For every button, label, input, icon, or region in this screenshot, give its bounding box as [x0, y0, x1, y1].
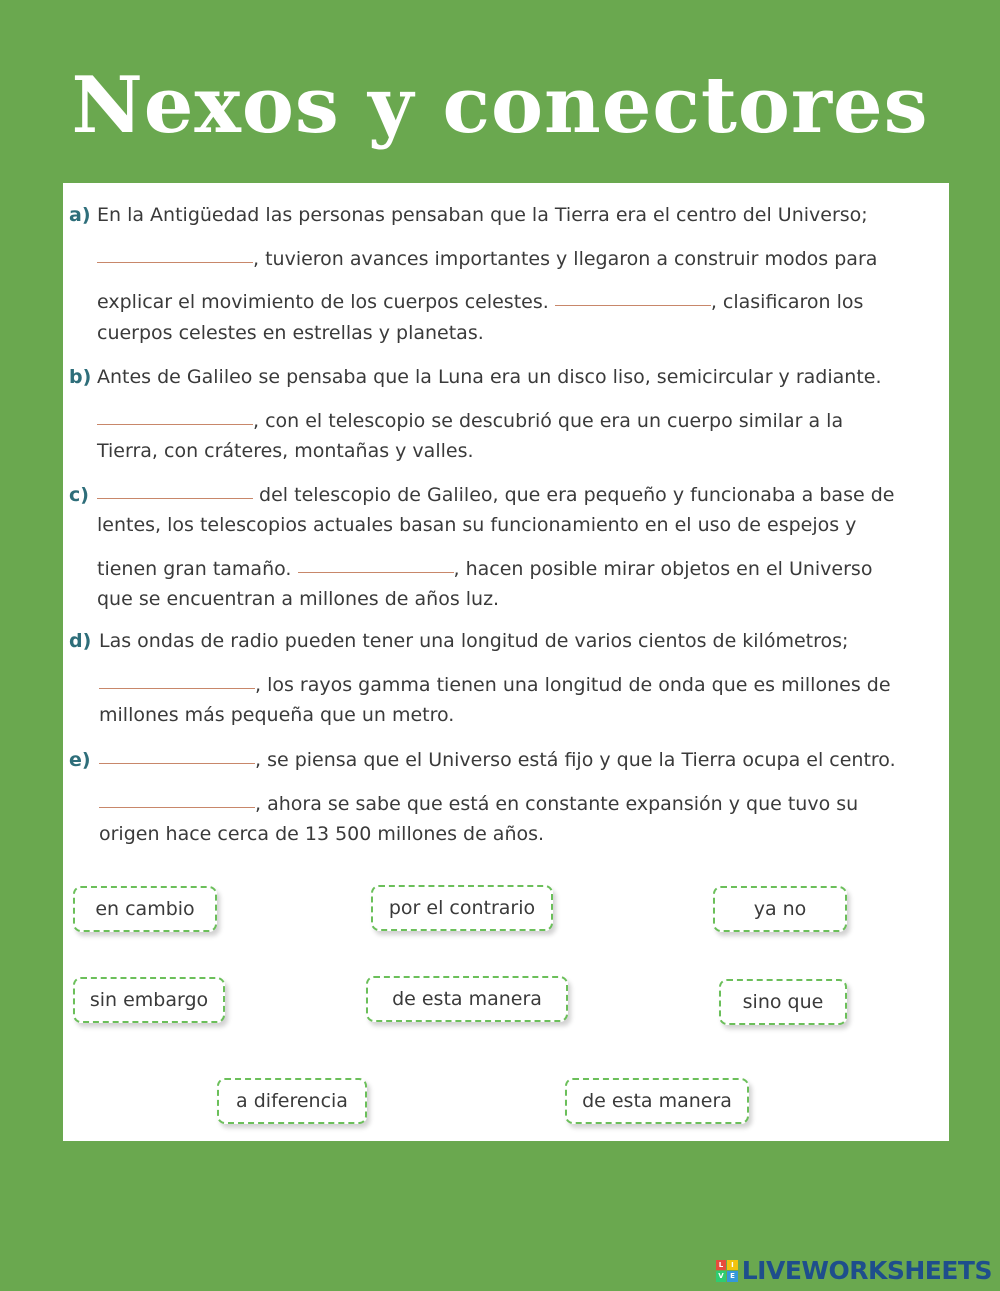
- liveworksheets-brand: LIVEWORKSHEETS: [741, 1256, 992, 1285]
- item-label-b: b): [69, 366, 92, 388]
- item-e-line-3: origen hace cerca de 13 500 millones de años.: [99, 823, 545, 845]
- item-c-line-4: que se encuentran a millones de años luz.: [97, 588, 500, 610]
- answer-blank-c1[interactable]: [97, 497, 253, 499]
- item-d-line-2: , los rayos gamma tienen una longitud de onda que es millones de: [99, 673, 891, 697]
- option-chip-sino-que[interactable]: sino que: [719, 979, 847, 1025]
- item-label-d: d): [69, 630, 92, 652]
- option-chip-de-esta-manera-2[interactable]: de esta manera: [565, 1078, 749, 1124]
- item-a-line-3: explicar el movimiento de los cuerpos celestes. , clasificaron los: [97, 291, 864, 313]
- item-c-line-2: lentes, los telescopios actuales basan su funcionamiento en el uso de espejos y: [97, 514, 857, 536]
- answer-blank-d1[interactable]: [99, 687, 255, 689]
- item-b-line-2: , con el telescopio se descubrió que era un cuerpo similar a la: [97, 409, 843, 433]
- worksheet-title: Nexos y conectores: [71, 60, 929, 151]
- worksheet-sheet: [63, 183, 949, 1141]
- item-label-e: e): [69, 749, 91, 771]
- option-chip-a-diferencia[interactable]: a diferencia: [217, 1078, 367, 1124]
- answer-blank-b1[interactable]: [97, 423, 253, 425]
- option-chip-por-el-contrario[interactable]: por el contrario: [371, 885, 553, 931]
- answer-blank-a1[interactable]: [97, 261, 253, 263]
- option-chip-sin-embargo[interactable]: sin embargo: [73, 977, 225, 1023]
- item-label-a: a): [69, 204, 91, 226]
- answer-blank-c2[interactable]: [298, 571, 454, 573]
- item-a-line-4: cuerpos celestes en estrellas y planetas.: [97, 322, 484, 344]
- answer-blank-e1[interactable]: [99, 762, 255, 764]
- item-a-line-2: , tuvieron avances importantes y llegaron a construir modos para: [97, 247, 877, 271]
- answer-blank-a2[interactable]: [555, 304, 711, 306]
- liveworksheets-footer: [716, 1256, 992, 1285]
- item-d-line-3: millones más pequeña que un metro.: [99, 704, 455, 726]
- answer-blank-e2[interactable]: [99, 806, 255, 808]
- item-a-line-1: En la Antigüedad las personas pensaban que la Tierra era el centro del Universo;: [97, 204, 868, 226]
- option-chip-ya-no[interactable]: ya no: [713, 886, 847, 932]
- option-chip-de-esta-manera-1[interactable]: de esta manera: [366, 976, 568, 1022]
- item-b-line-1: Antes de Galileo se pensaba que la Luna era un disco liso, semicircular y radiante.: [97, 366, 882, 388]
- item-c-line-1: del telescopio de Galileo, que era pequeño y funcionaba a base de: [97, 483, 894, 507]
- item-b-line-3: Tierra, con cráteres, montañas y valles.: [97, 440, 474, 462]
- liveworksheets-logo-icon: L I V E: [716, 1260, 738, 1282]
- item-c-line-3: tienen gran tamaño. , hacen posible mirar objetos en el Universo: [97, 558, 873, 580]
- item-e-line-2: , ahora se sabe que está en constante expansión y que tuvo su: [99, 792, 858, 816]
- item-d-line-1: Las ondas de radio pueden tener una longitud de varios cientos de kilómetros;: [99, 630, 849, 652]
- option-chip-en-cambio[interactable]: en cambio: [73, 886, 217, 932]
- item-label-c: c): [69, 484, 89, 506]
- item-e-line-1: , se piensa que el Universo está fijo y que la Tierra ocupa el centro.: [99, 748, 896, 772]
